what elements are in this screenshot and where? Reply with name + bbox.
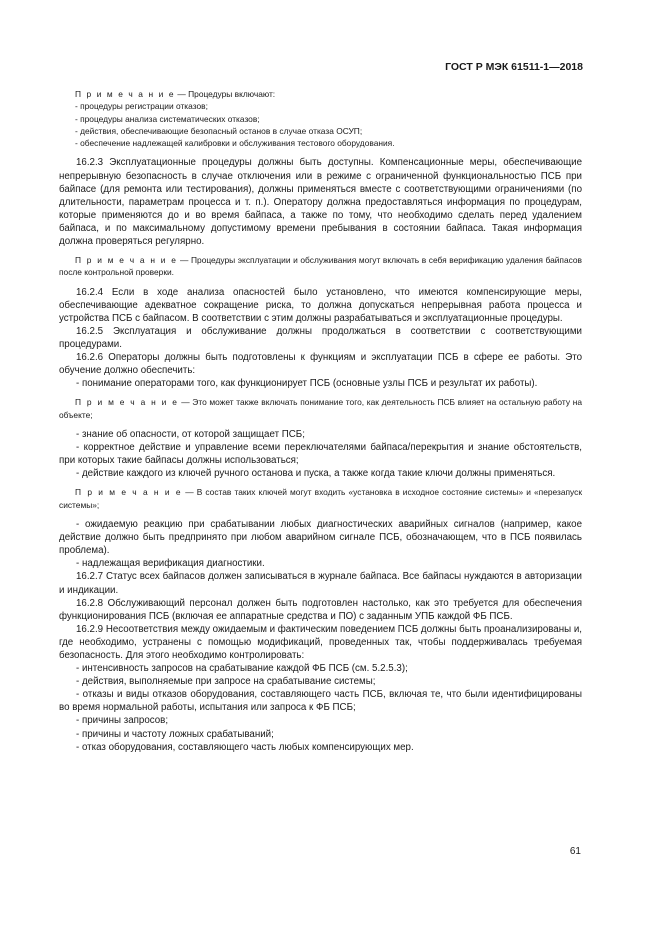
clause-16-2-6: 16.2.6 Операторы должны быть подготовлены к функциям и эксплуатации ПСБ в сфере ее работы. Это обучение должно обеспечить: xyxy=(59,352,582,377)
page-number: 61 xyxy=(569,846,581,857)
note-item: - процедуры анализа систематических отказов; xyxy=(75,113,260,124)
list-item: - надлежащая верификация диагностики. xyxy=(76,558,265,570)
note-procedures xyxy=(59,88,582,149)
clause-16-2-9: 16.2.9 Несоответствия между ожидаемым и фактическим поведением ПСБ должны быть проанализированы и, где необходимо, устранены с помощью модификаций, проведенных так, чтобы поддерживалась требуемая безопасность. Для этого необходимо контролировать: xyxy=(59,623,582,661)
page-content xyxy=(59,88,582,754)
list-item: - корректное действие и управление всеми переключателями байпаса/перекрытия и знание обстоятельств, при которых такие байпасы должны использоваться; xyxy=(59,442,582,467)
list-item: - действия, выполняемые при запросе на срабатывание системы; xyxy=(76,676,376,688)
list-item: - причины и частоту ложных срабатываний; xyxy=(76,728,274,740)
note-item: - действия, обеспечивающие безопасный останов в случае отказа ОСУП; xyxy=(75,125,363,136)
note-item: - процедуры регистрации отказов; xyxy=(75,101,208,112)
clause-16-2-5: 16.2.5 Эксплуатация и обслуживание должны продолжаться в соответствии с соответствующими процедурами. xyxy=(59,326,582,351)
note-label: П р и м е ч а н и е xyxy=(75,487,183,498)
clause-16-2-8: 16.2.8 Обслуживающий персонал должен быть подготовлен настолько, как это требуется для обеспечения функционирования ПСБ (включая ее аппаратные средства и ПО) с заданным УПБ каждой ФБ ПСБ. xyxy=(59,597,582,622)
document-header: ГОСТ Р МЭК 61511-1—2018 xyxy=(445,61,583,73)
list-item: - причины запросов; xyxy=(76,715,169,727)
note-bypass-removal xyxy=(59,254,582,279)
note-text: — Это может также включать понимание того, как деятельность ПСБ влияет на остальную работу на объекте; xyxy=(59,397,582,420)
note-text: — Процедуры эксплуатации и обслуживания могут включать в себя верификацию удаления байпасов после контрольной проверки. xyxy=(59,255,582,278)
list-item: - отказы и виды отказов оборудования, составляющего часть ПСБ, включая те, что были идентифицированы во время нормальной работы, испытания или запроса к ФБ ПСБ; xyxy=(59,689,582,714)
note-text: — В состав таких ключей могут входить «установка в исходное состояние системы» и «перезапуск системы»; xyxy=(59,487,582,510)
note-label: П р и м е ч а н и е xyxy=(75,89,176,99)
list-item: - действие каждого из ключей ручного останова и пуска, а также когда такие ключи должны применяться. xyxy=(76,468,556,480)
list-item: - отказ оборудования, составляющего часть любых компенсирующих мер. xyxy=(76,741,414,753)
clause-16-2-3: 16.2.3 Эксплуатационные процедуры должны быть доступны. Компенсационные меры, обеспечивающие непрерывную безопасность в случае отключения или в режиме с ограниченной функциональностью ПСБ при байпасе (для ремонта или тестирования), должны применяться вместе с соответствующими ограничениями (по длительности, параметрам процесса и т. п.). Оператору должна предоставляться информация по процедурам, которые применяются до и во время байпаса, а также по тому, что необходимо сделать перед удалением байпаса, и по максимальному допустимому времени пребывания в состоянии байпаса. Такая информация должна проверяться регулярно. xyxy=(59,157,582,248)
note-item: - обеспечение надлежащей калибровки и обслуживания тестового оборудования. xyxy=(75,138,395,149)
list-item: - интенсивность запросов на срабатывание каждой ФБ ПСБ (см. 5.2.5.3); xyxy=(76,663,408,675)
note-label: П р и м е ч а н и е xyxy=(75,255,178,266)
note-keys xyxy=(59,486,582,511)
note-text: — Процедуры включают: xyxy=(175,89,276,99)
list-item: - понимание операторами того, как функционирует ПСБ (основные узлы ПСБ и результат их работы). xyxy=(76,378,538,390)
list-item: - ожидаемую реакцию при срабатывании любых диагностических аварийных сигналов (например, какое действие должно быть предпринято при любом аварийном сигнале ПСБ, обозначающем, что в ПСБ появилась проблема). xyxy=(59,519,582,557)
list-item: - знание об опасности, от которой защищает ПСБ; xyxy=(76,429,305,441)
note-label: П р и м е ч а н и е xyxy=(75,397,179,408)
clause-16-2-4: 16.2.4 Если в ходе анализа опасностей было установлено, что имеются компенсирующие меры, обеспечивающие адекватное сокращение риска, то должна допускаться непрерывная работа процесса и устройства ПСБ с байпасом. В соответствии с этим должны разрабатываться и эксплуатационные процедуры. xyxy=(59,286,582,324)
note-site-operation xyxy=(59,396,582,421)
clause-16-2-7: 16.2.7 Статус всех байпасов должен записываться в журнале байпаса. Все байпасы нуждаются в авторизации и индикации. xyxy=(59,571,582,596)
